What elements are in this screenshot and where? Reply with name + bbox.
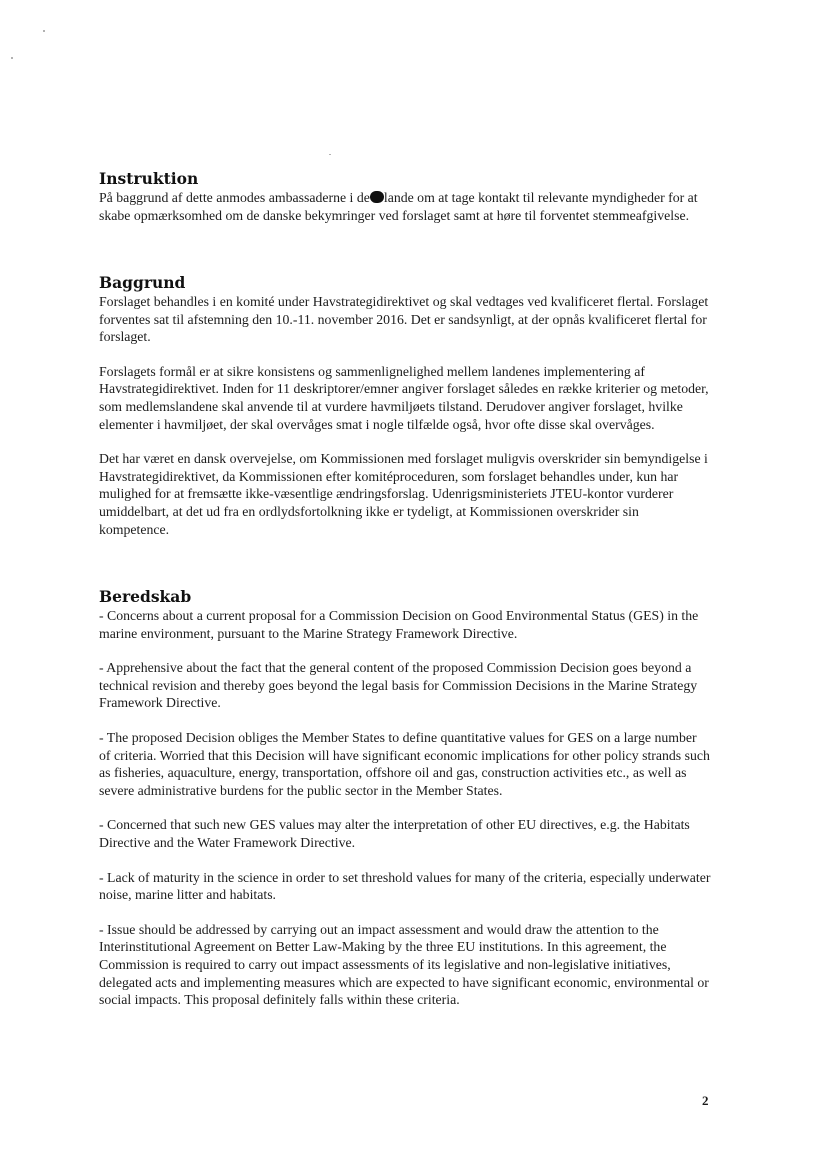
paragraph: Forslagets formål er at sikre konsistens og sammenlignelighed mellem landenes implementering af Havstrategidirektivet. Inden for 11 deskriptorer/emner angiver forslaget således en række kriterier og metoder, som medlemslandene skal anvende til at vurdere havmiljøets tilstand. Derudover angiver forslaget, hvilke elementer i havmiljøet, der skal overvåges smat i nogle tilfælde også, hvor ofte disse skal overvåges. — [99, 363, 709, 432]
scan-speck — [11, 57, 13, 59]
paragraph: - The proposed Decision obliges the Member States to define quantitative values for GES on a large number of criteria. Worried that this Decision will have significant economic implications for other policy strands such as fisheries, aquaculture, energy, transportation, offshore oil and gas, construction activities etc., as well as severe administrative burdens for the public sector in the Member States. — [99, 729, 710, 798]
section-beredskab — [99, 587, 711, 1009]
section-baggrund — [99, 273, 711, 538]
section-instruktion — [99, 169, 711, 224]
redaction-mark — [370, 191, 384, 203]
paragraph: Det har været en dansk overvejelse, om Kommissionen med forslaget muligvis overskrider sin bemyndigelse i Havstrategidirektivet, da Kommissionen efter komitéproceduren, som forslaget behandles under, kun har mulighed for at fremsætte ikke-væsentlige ændringsforslag. Udenrigsministeriets JTEU-kontor vurderer umiddelbart, at det ud fra en ordlydsfortolkning ikke er tydeligt, at Kommissionen overskrider sin kompetence. — [99, 451, 708, 537]
scan-speck — [43, 30, 45, 32]
paragraph: - Apprehensive about the fact that the general content of the proposed Commission Decision goes beyond a technical revision and thereby goes beyond the legal basis for Commission Decisions in the Marine Strategy Framework Directive. — [99, 660, 698, 711]
paragraph-text: På baggrund af dette anmodes ambassaderne i de — [99, 190, 370, 205]
paragraph: Forslaget behandles i en komité under Havstrategidirektivet og skal vedtages ved kvalificeret flertal. Forslaget forventes sat til afstemning den 10.-11. november 2016. Det er sandsynligt, at der opnås kvalificeret flertal for forslaget. — [99, 294, 709, 345]
paragraph: - Issue should be addressed by carrying out an impact assessment and would draw the attention to the Interinstitutional Agreement on Better Law-Making by the three EU institutions. In this agreement, the Commission is required to carry out impact assessments of its legislative and non-legislative initiatives, delegated acts and implementing measures which are expected to have significant economic, environmental or social impacts. This proposal definitely falls within these criteria. — [99, 921, 709, 1008]
section-heading: Instruktion — [99, 169, 199, 188]
paragraph — [99, 189, 711, 224]
section-heading: Baggrund — [99, 273, 186, 292]
paragraph: - Concerns about a current proposal for a Commission Decision on Good Environmental Status (GES) in the marine environment, pursuant to the Marine Strategy Framework Directive. — [99, 608, 699, 641]
paragraph: - Lack of maturity in the science in order to set threshold values for many of the criteria, especially underwater noise, marine litter and habitats. — [99, 869, 711, 903]
paragraph: - Concerned that such new GES values may alter the interpretation of other EU directives, e.g. the Habitats Directive and the Water Framework Directive. — [99, 817, 690, 850]
scan-speck — [329, 154, 331, 155]
paragraph-text: lande om at tage kontakt til relevante myndigheder for at skabe opmærksomhed om de danske bekymringer ved forslaget samt at høre til forventet stemmeafgivelse. — [99, 190, 698, 223]
section-heading: Beredskab — [99, 587, 192, 606]
page-number: 2 — [702, 1093, 709, 1108]
